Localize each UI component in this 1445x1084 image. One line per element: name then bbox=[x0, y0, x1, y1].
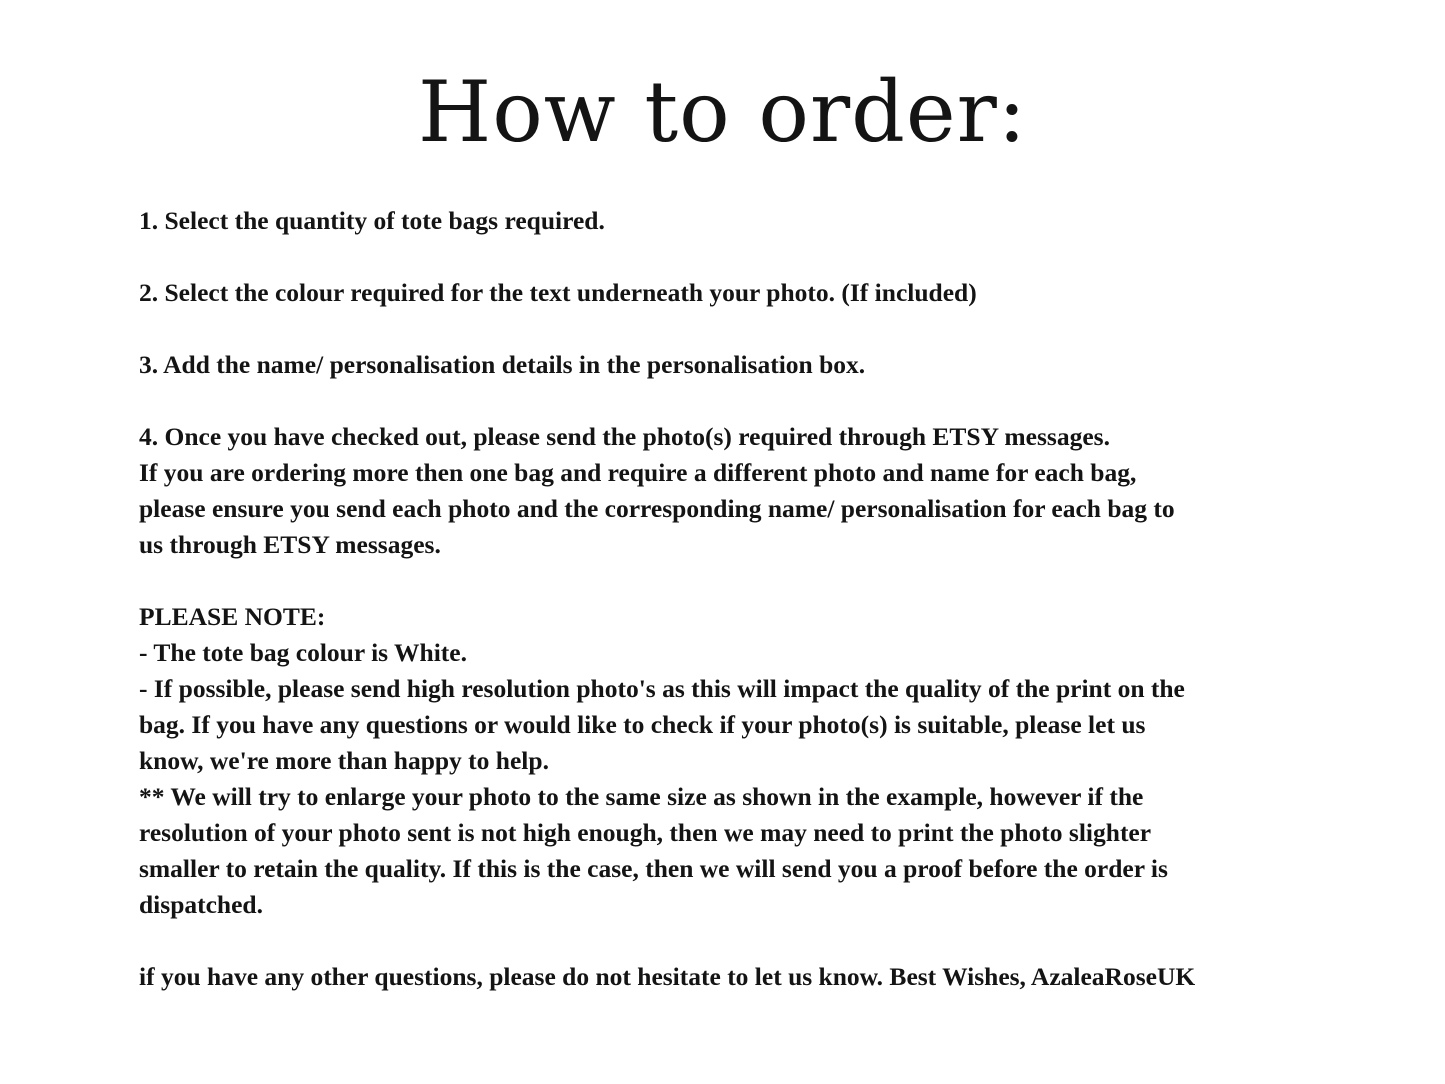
note-line: ** We will try to enlarge your photo to the same size as shown in the example, however if the bbox=[139, 782, 1144, 811]
note-heading: PLEASE NOTE: bbox=[139, 602, 326, 631]
step-2: 2. Select the colour required for the text underneath your photo. (If included) bbox=[139, 278, 977, 307]
note-line: - The tote bag colour is White. bbox=[139, 638, 467, 667]
step-4-detail-line: us through ETSY messages. bbox=[139, 530, 441, 559]
note-line: bag. If you have any questions or would like to check if your photo(s) is suitable, please let us bbox=[139, 710, 1146, 739]
step-4-detail-line: please ensure you send each photo and the corresponding name/ personalisation for each bag to bbox=[139, 494, 1175, 523]
closing-line: if you have any other questions, please do not hesitate to let us know. Best Wishes, AzaleaRoseUK bbox=[139, 962, 1196, 991]
step-1: 1. Select the quantity of tote bags required. bbox=[139, 206, 605, 235]
note-line: resolution of your photo sent is not high enough, then we may need to print the photo slighter bbox=[139, 818, 1152, 847]
note-line: dispatched. bbox=[139, 890, 263, 919]
spacer bbox=[139, 311, 1314, 347]
spacer bbox=[139, 563, 1314, 599]
spacer bbox=[139, 383, 1314, 419]
page-title: How to order: bbox=[417, 63, 1028, 161]
spacer bbox=[139, 923, 1314, 959]
spacer bbox=[139, 239, 1314, 275]
note-line: know, we're more than happy to help. bbox=[139, 746, 549, 775]
note-line: - If possible, please send high resolution photo's as this will impact the quality of the print on the bbox=[139, 674, 1185, 703]
note-line: smaller to retain the quality. If this is the case, then we will send you a proof before the order is bbox=[139, 854, 1168, 883]
instructions-body bbox=[139, 203, 1314, 995]
step-3: 3. Add the name/ personalisation details in the personalisation box. bbox=[139, 350, 866, 379]
step-4-detail-line: If you are ordering more then one bag and require a different photo and name for each bag, bbox=[139, 458, 1137, 487]
step-4: 4. Once you have checked out, please send the photo(s) required through ETSY messages. bbox=[139, 422, 1110, 451]
